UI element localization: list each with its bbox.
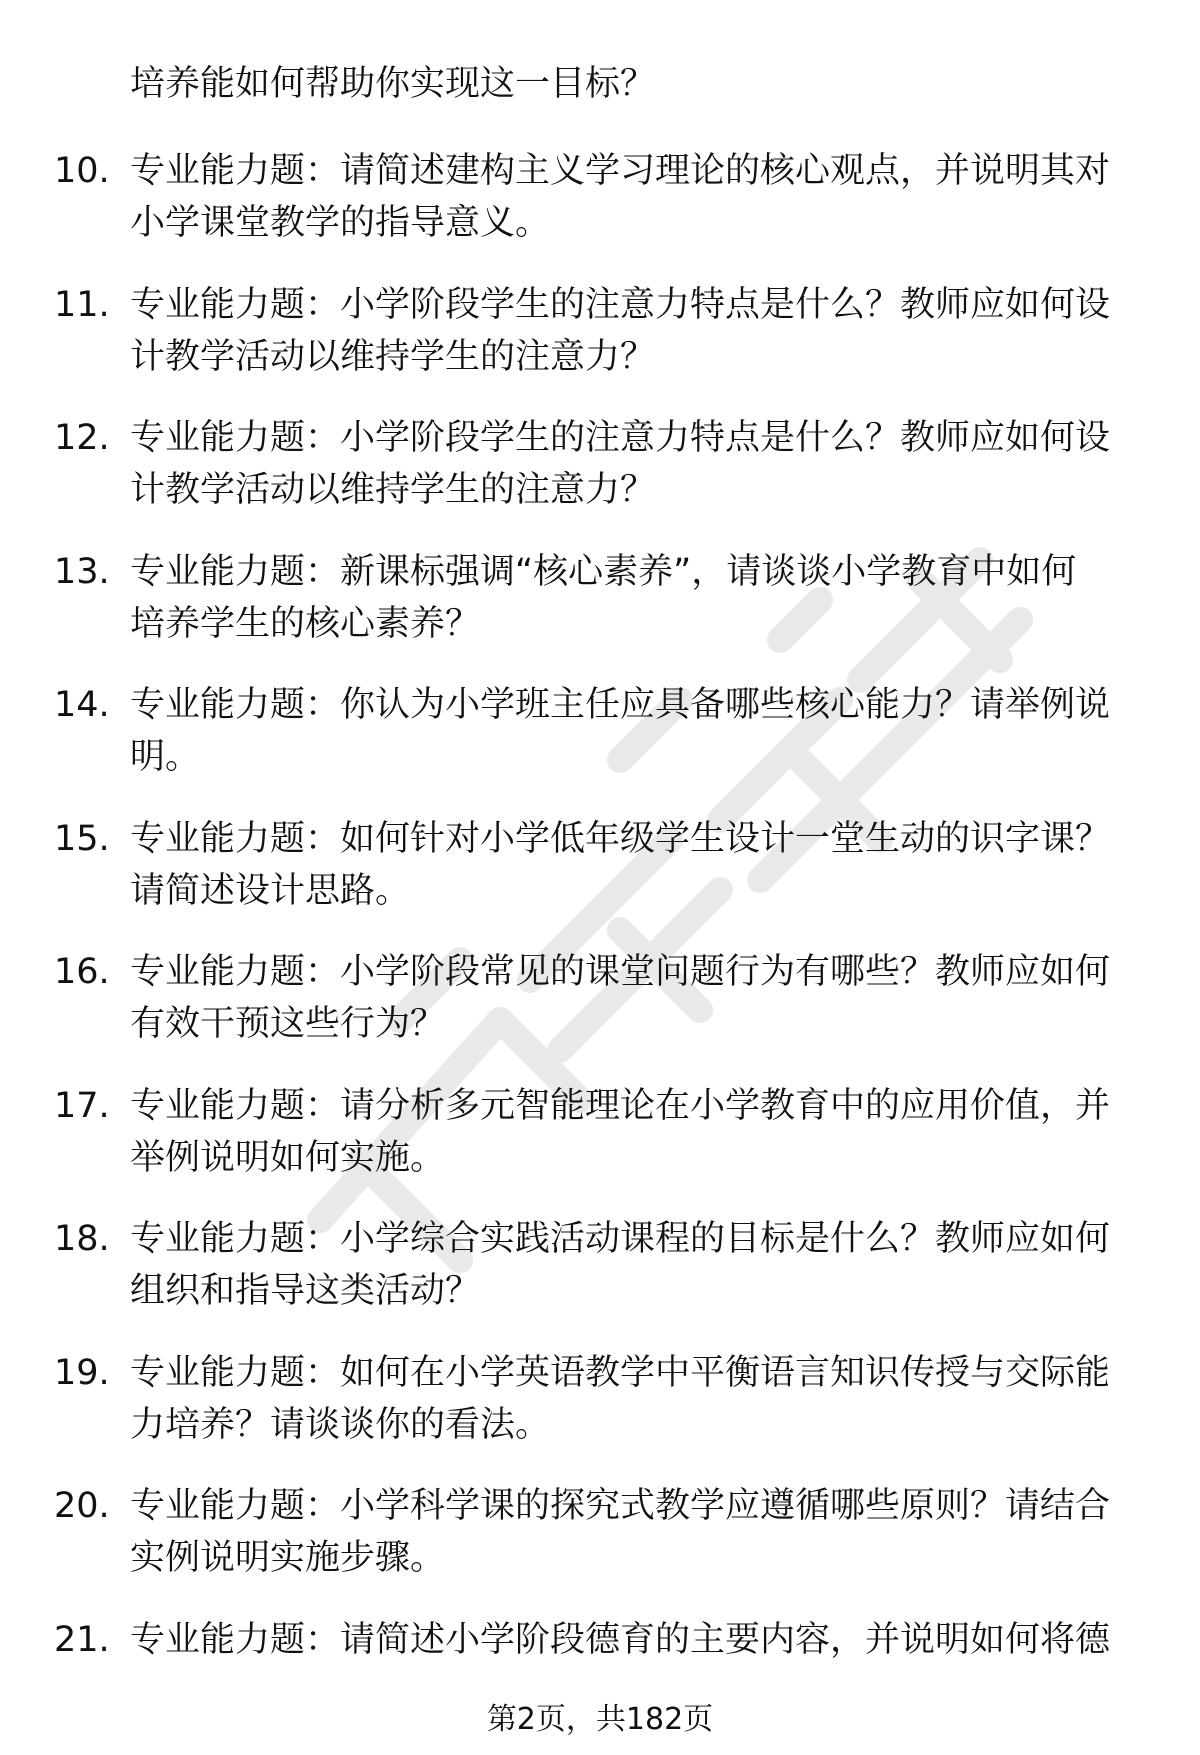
question-item [0,412,1200,546]
question-text-line: 专业能力题：请简述建构主义学习理论的核心观点，并说明其对 [130,151,1111,191]
question-text [130,946,1140,1050]
question-text [130,279,1140,383]
question-text [130,546,1140,650]
question-text-line: 专业能力题：你认为小学班主任应具备哪些核心能力？请举例说 [130,685,1111,725]
question-text-line: 明。 [130,737,201,777]
question-item [0,1213,1200,1347]
question-text-line: 实例说明实施步骤。 [130,1538,446,1578]
page-footer: 第2页，共182页 [486,1702,714,1737]
question-item [0,813,1200,947]
question-item [0,145,1200,279]
question-text-line: 小学课堂教学的指导意义。 [130,203,551,243]
question-text [130,1347,1140,1451]
question-text-line: 组织和指导这类活动？ [130,1271,481,1311]
question-text-line: 专业能力题：小学科学课的探究式教学应遵循哪些原则？请结合 [130,1486,1111,1526]
question-number: 10. [54,151,110,191]
question-text-line: 专业能力题：如何在小学英语教学中平衡语言知识传授与交际能 [130,1352,1111,1393]
question-text-line: 专业能力题：新课标强调“核心素养”，请谈谈小学教育中如何 [130,551,1077,592]
question-text-line: 举例说明如何实施。 [130,1137,446,1178]
question-text [130,1614,1140,1666]
question-item [0,1347,1200,1481]
question-item [0,679,1200,813]
question-item [0,279,1200,413]
question-number: 19. [54,1352,110,1393]
question-number: 11. [54,284,110,325]
question-number: 16. [54,952,110,992]
question-text [130,1213,1140,1317]
question-text-line: 请简述设计思路。 [130,870,411,911]
question-number: 18. [54,1219,110,1259]
question-text-line: 有效干预这些行为？ [130,1004,446,1044]
question-text-line: 专业能力题：小学综合实践活动课程的目标是什么？教师应如何 [130,1219,1111,1259]
question-item [0,946,1200,1080]
question-text-line: 专业能力题：小学阶段学生的注意力特点是什么？教师应如何设 [130,284,1111,325]
question-text-line: 专业能力题：小学阶段学生的注意力特点是什么？教师应如何设 [130,418,1111,458]
question-number: 13. [54,551,110,592]
question-text-line: 计教学活动以维持学生的注意力？ [130,470,656,510]
question-text-line: 计教学活动以维持学生的注意力？ [130,336,656,377]
question-text-line: 专业能力题：如何针对小学低年级学生设计一堂生动的识字课？ [130,818,1111,859]
question-text [130,1480,1140,1584]
question-number: 15. [54,818,110,859]
question-text [130,145,1140,249]
question-number: 12. [54,418,110,458]
question-text-line: 专业能力题：请简述小学阶段德育的主要内容，并说明如何将德 [130,1619,1111,1660]
question-text [130,679,1140,783]
question-text-line: 力培养？请谈谈你的看法。 [130,1404,551,1445]
question-number: 21. [54,1619,110,1660]
question-text [130,813,1140,917]
question-text [130,1080,1140,1184]
question-number: 20. [54,1486,110,1526]
question-number: 17. [54,1085,110,1126]
question-item [0,1480,1200,1614]
question-text-line: 专业能力题：小学阶段常见的课堂问题行为有哪些？教师应如何 [130,952,1111,992]
continuation-text: 培养能如何帮助你实现这一目标？ [130,64,656,104]
question-text-line: 培养学生的核心素养？ [130,603,481,644]
question-item [0,1080,1200,1214]
question-list [0,145,1200,1747]
question-number: 14. [54,685,110,725]
question-text-line: 专业能力题：请分析多元智能理论在小学教育中的应用价值，并 [130,1085,1111,1126]
question-item [0,546,1200,680]
question-text [130,412,1140,516]
